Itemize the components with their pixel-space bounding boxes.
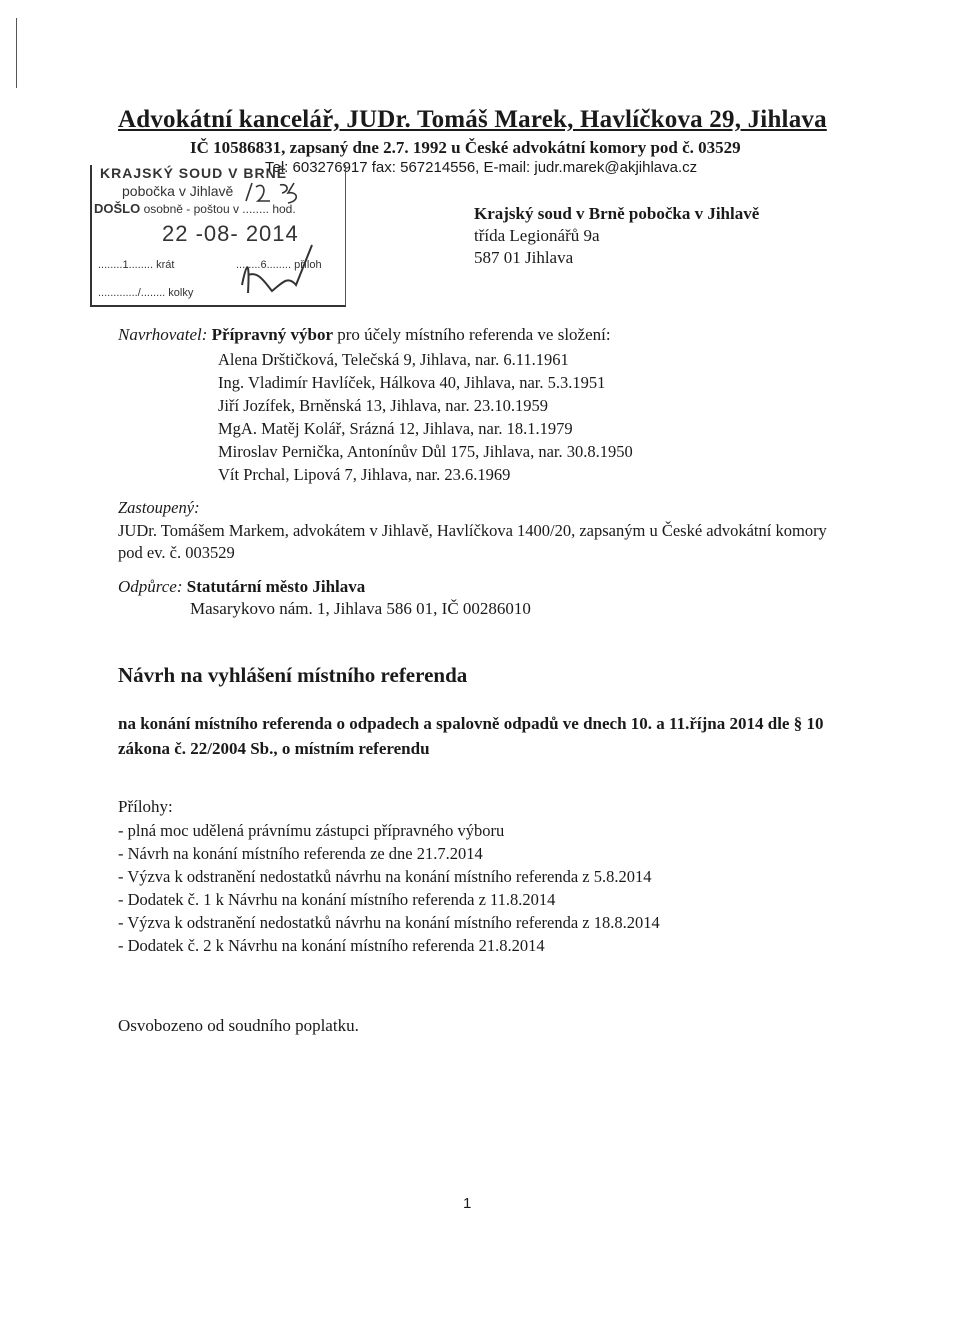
member-item: Ing. Vladimír Havlíček, Hálkova 40, Jihlava, nar. 5.3.1951: [218, 373, 606, 392]
petitioner-line: [118, 325, 611, 345]
list-item: - Výzva k odstranění nedostatků návrhu na konání místního referenda z 5.8.2014: [118, 867, 652, 886]
margin-mark: [16, 18, 17, 88]
list-item: - Dodatek č. 2 k Návrhu na konání místního referenda 21.8.2014: [118, 936, 545, 955]
petitioner-rest: pro účely místního referenda ve složení:: [337, 325, 611, 344]
member-item: Vít Prchal, Lipová 7, Jihlava, nar. 23.6.1969: [218, 465, 511, 484]
stamp-branch: pobočka v Jihlavě: [122, 183, 234, 199]
list-item: - Výzva k odstranění nedostatků návrhu na konání místního referenda z 18.8.2014: [118, 913, 660, 932]
respondent-label: Odpůrce:: [118, 577, 183, 596]
attachments-list: [118, 819, 660, 957]
member-item: Jiří Jozífek, Brněnská 13, Jihlava, nar. 23.10.1959: [218, 396, 548, 415]
court-city: 587 01 Jihlava: [474, 248, 574, 267]
court-name: Krajský soud v Brně pobočka v Jihlavě: [474, 204, 760, 223]
petitioner-committee: Přípravný výbor: [211, 325, 334, 344]
member-item: MgA. Matěj Kolář, Srázná 12, Jihlava, nar. 18.1.1979: [218, 419, 573, 438]
representative-label: Zastoupený:: [118, 498, 200, 517]
stamp-received-label: DOŠLO: [94, 201, 141, 216]
document-title: Návrh na vyhlášení místního referenda: [118, 663, 468, 687]
document-subtitle: na konání místního referenda o odpadech a spalovně odpadů ve dnech 10. a 11.října 2014 dle § 10 zákona č. 22/2004 Sb., o místním referendu: [118, 714, 824, 758]
handwritten-signature-icon: [232, 235, 332, 299]
page-number: 1: [463, 1195, 472, 1212]
list-item: - plná moc udělená právnímu zástupci přípravného výboru: [118, 821, 505, 840]
member-item: Miroslav Pernička, Antonínův Důl 175, Jihlava, nar. 30.8.1950: [218, 442, 633, 461]
respondent-name: Statutární město Jihlava: [186, 577, 366, 596]
representative-text: JUDr. Tomášem Markem, advokátem v Jihlavě, Havlíčkova 1400/20, zapsaným u České advokátní komory pod ev. č. 003529: [118, 521, 827, 562]
member-item: Alena Drštičková, Telečská 9, Jihlava, nar. 6.11.1961: [218, 350, 569, 369]
list-item: - Dodatek č. 1 k Návrhu na konání místního referenda z 11.8.2014: [118, 890, 556, 909]
fee-exemption-note: Osvobozeno od soudního poplatku.: [118, 1016, 359, 1035]
stamp-date: 22 -08- 2014: [162, 221, 299, 246]
stamp-delivery: osobně - poštou v ........ hod.: [143, 202, 296, 216]
attachments-heading: Přílohy:: [118, 797, 173, 816]
stamp-court-name: KRAJSKÝ SOUD V BRNĚ: [100, 165, 288, 181]
letterhead-contact: Tel: 603276917 fax: 567214556, E-mail: judr.marek@akjihlava.cz: [265, 159, 698, 176]
committee-members: [218, 348, 633, 486]
stamp-attachments: ........6........ příloh: [236, 259, 322, 271]
handwritten-time-icon: [242, 179, 302, 207]
stamp-copies: ........1........ krát: [98, 259, 175, 271]
court-street: třída Legionářů 9a: [474, 226, 600, 245]
respondent-line: [118, 577, 365, 597]
petitioner-label: Navrhovatel:: [118, 325, 208, 344]
letterhead-title: Advokátní kancelář, JUDr. Tomáš Marek, Havlíčkova 29, Jihlava: [118, 106, 827, 133]
respondent-address: Masarykovo nám. 1, Jihlava 586 01, IČ 00286010: [190, 599, 531, 618]
list-item: - Návrh na konání místního referenda ze dne 21.7.2014: [118, 844, 483, 863]
letterhead-registration: IČ 10586831, zapsaný dne 2.7. 1992 u České advokátní komory pod č. 03529: [190, 138, 741, 157]
stamp-fees: ............./........ kolky: [98, 287, 194, 299]
court-address: [474, 203, 759, 269]
court-receipt-stamp: [90, 165, 346, 307]
